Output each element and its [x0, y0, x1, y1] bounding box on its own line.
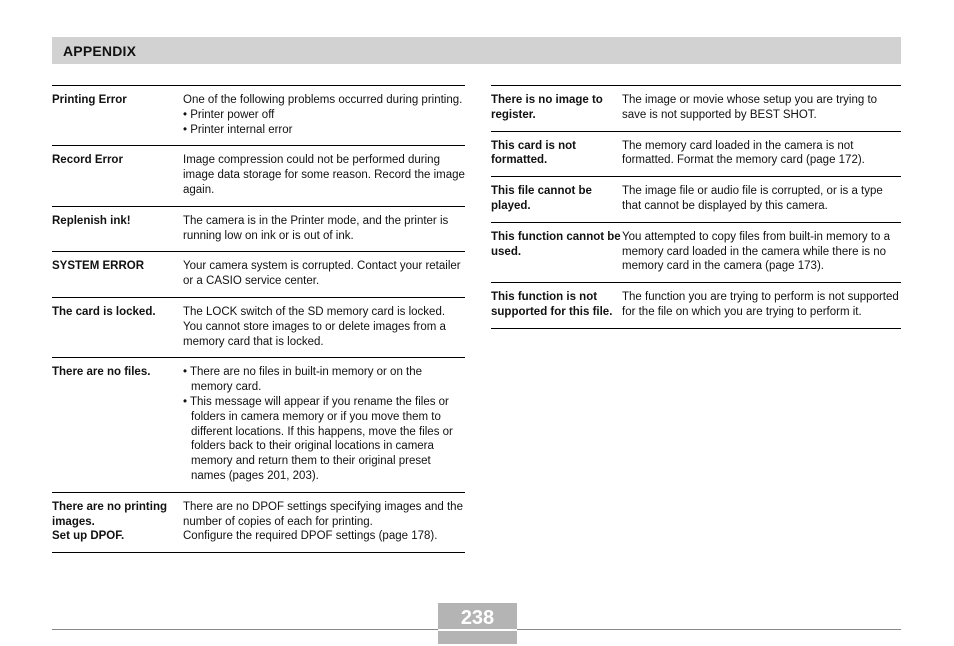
- table-row: [52, 86, 465, 146]
- table-row: [52, 298, 465, 358]
- table-row: [491, 86, 901, 132]
- message-term: Printing Error: [52, 94, 127, 106]
- message-term: Record Error: [52, 154, 123, 167]
- left-message-table: [52, 85, 465, 553]
- right-table-rows: [491, 85, 901, 329]
- description-line: • Printer internal error: [183, 123, 293, 136]
- message-description: [183, 500, 465, 544]
- description-line: There are no DPOF settings specifying images and the number of copies of each for printing.: [183, 500, 463, 528]
- description-line: • This message will appear if you rename the files or folders in camera memory or if you move them to different locations. If this happens, move the files or folders back to their original locations in camera memory and return them to their original preset names (pages 201, 203).: [183, 395, 453, 482]
- table-row: [52, 252, 465, 298]
- message-term: This function cannot be used.: [491, 230, 621, 258]
- description-line: • Printer power off: [183, 108, 275, 121]
- description-line: One of the following problems occurred during printing.: [183, 94, 463, 106]
- message-term: SYSTEM ERROR: [52, 260, 145, 273]
- description-line: The LOCK switch of the SD memory card is locked. You cannot store images to or delete images from a memory card that is locked.: [183, 305, 446, 348]
- right-message-table: [491, 85, 901, 329]
- message-description: [622, 230, 901, 274]
- message-term: Replenish ink!: [52, 214, 131, 227]
- message-term: There are no files.: [52, 366, 151, 379]
- left-table-rows: [52, 85, 465, 553]
- description-line: The camera is in the Printer mode, and the printer is running low on ink or is out of ink.: [183, 214, 449, 242]
- description-line: The image file or audio file is corrupted, or is a type that cannot be displayed by this camera.: [622, 185, 883, 212]
- table-row: [52, 146, 465, 206]
- description-line: You attempted to copy files from built-in memory to a memory card loaded in the camera while there is no memory card in the camera (page 173).: [622, 230, 891, 273]
- message-description: [183, 153, 465, 197]
- section-title: APPENDIX: [63, 42, 137, 59]
- message-term: There are no printing images. Set up DPOF.: [52, 500, 168, 543]
- message-description: [183, 305, 465, 349]
- section-header-bar: [52, 37, 901, 64]
- page-number-box: [438, 603, 517, 644]
- message-term: There is no image to register.: [491, 94, 603, 121]
- description-line: The image or movie whose setup you are trying to save is not supported by BEST SHOT.: [622, 94, 878, 121]
- description-line: The function you are trying to perform is not supported for the file on which you are trying to perform it.: [622, 291, 899, 318]
- page-number: 238: [460, 607, 495, 629]
- message-description: [622, 93, 901, 123]
- message-description: [183, 93, 465, 137]
- message-description: [622, 290, 901, 320]
- table-row: [52, 207, 465, 253]
- message-description: [622, 139, 901, 169]
- message-description: [183, 365, 465, 483]
- message-term: This function is not supported for this file.: [491, 291, 613, 318]
- description-line: Configure the required DPOF settings (page 178).: [183, 530, 438, 543]
- message-description: [183, 259, 465, 289]
- table-row: [52, 358, 465, 492]
- table-row: [491, 132, 901, 178]
- message-term: This card is not formatted.: [491, 139, 576, 167]
- table-row: [491, 223, 901, 283]
- message-description: [622, 184, 901, 214]
- message-term: The card is locked.: [52, 305, 156, 318]
- description-line: Your camera system is corrupted. Contact your retailer or a CASIO service center.: [183, 260, 461, 288]
- page-box-divider: [438, 629, 517, 631]
- message-term: This file cannot be played.: [491, 185, 592, 212]
- description-line: • There are no files in built-in memory or on the memory card.: [183, 366, 423, 394]
- description-line: Image compression could not be performed during image data storage for some reason. Record the image again.: [183, 154, 465, 196]
- table-row: [491, 177, 901, 223]
- description-line: The memory card loaded in the camera is not formatted. Format the memory card (page 172).: [622, 139, 865, 167]
- message-description: [183, 214, 465, 244]
- table-row: [491, 283, 901, 329]
- table-row: [52, 493, 465, 553]
